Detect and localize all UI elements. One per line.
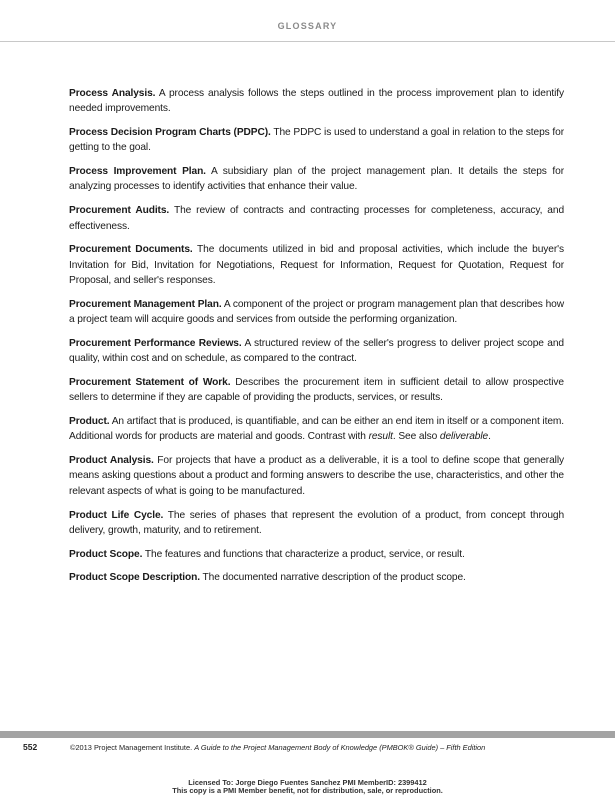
glossary-definition: An artifact that is produced, is quantifiable, and can be either an end item in itself or a component item. Additional words for products are material and goods. Contrast with xyxy=(69,416,564,443)
glossary-entry xyxy=(69,242,564,288)
glossary-term: Procurement Audits. xyxy=(69,205,170,217)
footer-bar xyxy=(0,731,615,738)
glossary-definition: Describes the procurement item in sufficient detail to allow prospective sellers to determine if they are capable of providing the products, services, or results. xyxy=(69,376,564,404)
header-divider xyxy=(0,41,615,42)
glossary-definition: The documents utilized in bid and proposal activities, which include the buyer's Invitation for Bid, Invitation for Negotiations, Request for Information, Request for Quotation, Request for Proposal, and seller's responses. xyxy=(69,244,564,286)
glossary-definition: The PDPC is used to understand a goal in relation to the steps for getting to the goal. xyxy=(69,127,564,154)
glossary-entry xyxy=(69,570,564,585)
license-line: This copy is a PMI Member benefit, not for distribution, sale, or reproduction. xyxy=(172,786,443,795)
glossary-definition: A component of the project or program management plan that describes how a project team will acquire goods and services from outside the performing organization. xyxy=(69,298,564,326)
glossary-term: Product. xyxy=(69,416,110,428)
definition-end: . xyxy=(488,431,491,443)
glossary-entry xyxy=(69,125,564,156)
glossary-entry xyxy=(69,203,564,234)
glossary-definition: A subsidiary plan of the project management plan. It details the steps for analyzing processes to identify activities that enhance their value. xyxy=(69,166,564,193)
page-number: 552 xyxy=(23,742,38,752)
glossary-term: Procurement Performance Reviews. xyxy=(69,337,242,349)
definition-continuation: . See also xyxy=(392,431,438,443)
book-title: A Guide to the Project Management Body of Knowledge (PMBOK® Guide) – Fifth Edition xyxy=(194,743,486,752)
glossary-entry xyxy=(69,375,564,406)
glossary-entry xyxy=(69,164,564,195)
glossary-term: Procurement Statement of Work. xyxy=(69,376,231,388)
glossary-entry xyxy=(69,297,564,328)
glossary-term: Procurement Documents. xyxy=(69,244,193,256)
glossary-entry xyxy=(69,453,564,499)
glossary-entry xyxy=(69,336,564,367)
glossary-term: Process Improvement Plan. xyxy=(69,166,206,178)
glossary-term: Process Analysis. xyxy=(69,88,156,99)
glossary-entries xyxy=(69,86,564,594)
glossary-entry xyxy=(69,86,564,117)
glossary-definition: The review of contracts and contracting processes for completeness, accuracy, and effectiveness. xyxy=(69,205,565,232)
glossary-definition: A process analysis follows the steps outlined in the process improvement plan to identify needed improvements. xyxy=(69,88,565,115)
glossary-term: Procurement Management Plan. xyxy=(69,298,222,310)
glossary-definition: The documented narrative description of the product scope. xyxy=(202,572,466,584)
glossary-definition: For projects that have a product as a deliverable, it is a tool to define scope that generally means asking questions about a product and forming answers to describe the use, characteristics, and other the relevant aspects of what is going to be manufactured. xyxy=(69,455,564,497)
glossary-term: Process Decision Program Charts (PDPC). xyxy=(69,127,271,139)
cross-reference: result xyxy=(368,431,393,443)
glossary-term: Product Scope Description. xyxy=(69,572,200,584)
glossary-term: Product Life Cycle. xyxy=(69,509,164,521)
glossary-definition: The features and functions that characterize a product, service, or result. xyxy=(144,548,465,560)
glossary-definition: The series of phases that represent the evolution of a product, from concept through delivery, growth, maturity, and to retirement. xyxy=(69,509,565,536)
license-notice xyxy=(0,779,615,795)
glossary-entry xyxy=(69,414,564,445)
glossary-term: Product Scope. xyxy=(69,548,143,560)
glossary-entry xyxy=(69,547,564,562)
copyright-text: ©2013 Project Management Institute. xyxy=(70,743,193,752)
running-header-title: GLOSSARY xyxy=(277,21,338,31)
cross-reference: deliverable xyxy=(439,431,489,443)
footer-credit xyxy=(70,743,610,752)
glossary-definition: A structured review of the seller's progress to deliver project scope and quality, within cost and on schedule, as compared to the contract. xyxy=(69,337,564,365)
license-line: Licensed To: Jorge Diego Fuentes Sanchez PMI MemberID: 2399412 xyxy=(188,778,427,787)
glossary-entry xyxy=(69,508,564,539)
glossary-term: Product Analysis. xyxy=(69,455,154,467)
